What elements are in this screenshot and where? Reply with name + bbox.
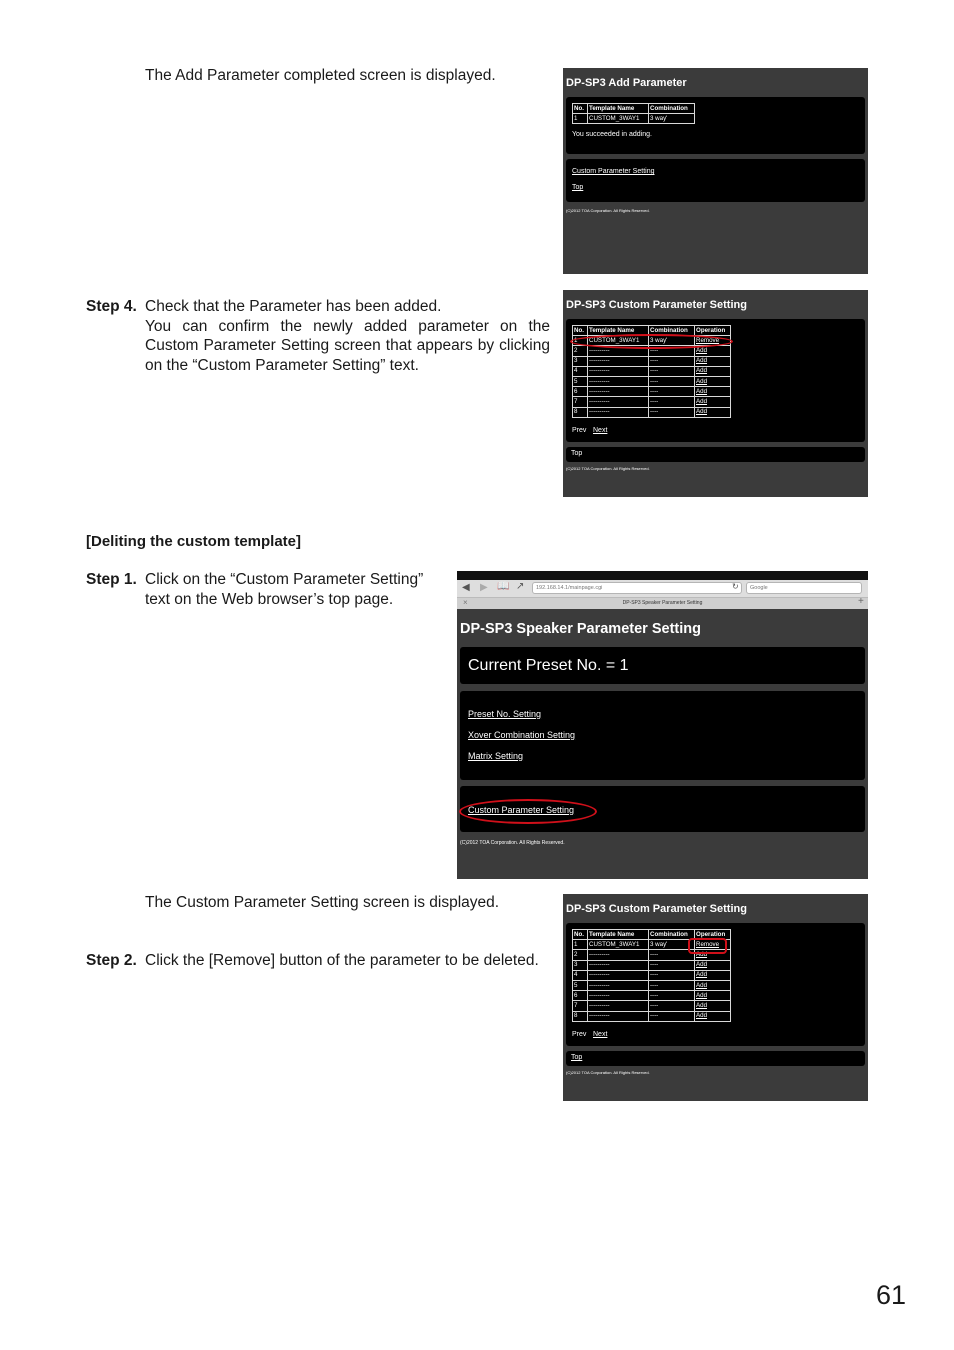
cell-template-name: ----------: [588, 960, 649, 970]
table-row: [573, 991, 731, 1001]
cell-template-name: ----------: [588, 376, 649, 386]
browser-top-page-screenshot: [457, 571, 868, 879]
matrix-setting-link[interactable]: Matrix Setting: [468, 751, 524, 761]
browser-tab[interactable]: DP-SP3 Speaker Parameter Setting: [457, 597, 868, 609]
custom-parameter-title: DP-SP3 Custom Parameter Setting: [566, 903, 747, 915]
add-button[interactable]: Add: [695, 970, 731, 980]
top-link[interactable]: Top: [571, 1054, 583, 1061]
back-icon[interactable]: ◀: [462, 582, 470, 593]
add-parameter-screenshot: [563, 68, 868, 274]
cell-no: 1: [573, 336, 588, 346]
step4-detail: You can confirm the newly added parameter on the Custom Parameter Setting screen that appears by clicking on the “Custom Parameter Setting” text.: [145, 317, 550, 374]
intro-text: The Add Parameter completed screen is displayed.: [145, 67, 496, 84]
cell-no: 7: [573, 1001, 588, 1011]
cell-no: 2: [573, 950, 588, 960]
reload-icon[interactable]: ↻: [732, 582, 739, 591]
step4-line1: Check that the Parameter has been added.: [145, 298, 442, 315]
table-row: [573, 1011, 731, 1021]
table-row: [573, 980, 731, 990]
browser-status-bar: [457, 571, 868, 580]
cell-template-name: ----------: [588, 991, 649, 1001]
cell-no: 2: [573, 346, 588, 356]
cell-template-name: ----------: [588, 407, 649, 417]
cell-template-name: ----------: [588, 970, 649, 980]
cell-template-name: ----------: [588, 980, 649, 990]
highlight-ring: [570, 334, 733, 349]
add-result-table: [572, 103, 695, 124]
table-row: [573, 397, 731, 407]
current-preset: Current Preset No. = 1: [468, 657, 629, 674]
success-message: You succeeded in adding.: [572, 131, 652, 138]
cell-combination: ----: [649, 1011, 695, 1021]
cell-no: 6: [573, 991, 588, 1001]
cell-combination: ----: [649, 960, 695, 970]
add-button[interactable]: Add: [695, 397, 731, 407]
cell-combination: ----: [649, 980, 695, 990]
cell-template-name: ----------: [588, 346, 649, 356]
copyright-text: (C)2012 TOA Corporation. All Rights Reserved.: [566, 208, 650, 213]
prev-link[interactable]: Prev: [572, 427, 587, 434]
add-button[interactable]: Add: [695, 950, 731, 960]
speaker-parameter-title: DP-SP3 Speaker Parameter Setting: [460, 621, 701, 637]
cell-combination: ----: [649, 970, 695, 980]
cell-template-name: ----------: [588, 950, 649, 960]
next-link[interactable]: Next: [593, 427, 608, 434]
header-operation: Operation: [695, 326, 731, 336]
cell-no: 8: [573, 1011, 588, 1021]
top-panel: [566, 447, 865, 462]
cell-template-name: ----------: [588, 366, 649, 376]
cell-template-name: ----------: [588, 387, 649, 397]
custom-parameter-setting-link[interactable]: Custom Parameter Setting: [572, 168, 655, 175]
custom-parameter-title: DP-SP3 Custom Parameter Setting: [566, 299, 747, 311]
table-row: [573, 387, 731, 397]
step4-label: Step 4.: [86, 298, 137, 315]
header-no: No.: [573, 104, 588, 114]
highlight-ring: [459, 799, 597, 824]
share-icon[interactable]: ↗: [516, 581, 525, 592]
cell-combination: ----: [649, 366, 695, 376]
add-button[interactable]: Add: [695, 407, 731, 417]
cell-no: 3: [573, 960, 588, 970]
cell-no: 6: [573, 387, 588, 397]
add-button[interactable]: Add: [695, 366, 731, 376]
add-button[interactable]: Add: [695, 356, 731, 366]
cell-template-name: CUSTOM_3WAY1: [588, 336, 649, 346]
cell-combination: ----: [649, 1001, 695, 1011]
add-button[interactable]: Add: [695, 960, 731, 970]
table-header-row: [573, 104, 695, 114]
add-button[interactable]: Add: [695, 991, 731, 1001]
cell-no: 3: [573, 356, 588, 366]
copyright-text: (C)2012 TOA Corporation. All Rights Reserved.: [460, 840, 565, 846]
custom-parameter-setting-link[interactable]: Custom Parameter Setting: [468, 805, 575, 815]
url-field[interactable]: 192.168.14.1/mainpage.cgi: [532, 582, 742, 594]
next-link[interactable]: Next: [593, 1031, 608, 1038]
table-row: [573, 970, 731, 980]
header-combination: Combination: [649, 930, 695, 940]
cell-combination: 3 way': [649, 940, 695, 950]
cell-combination: ----: [649, 376, 695, 386]
add-button[interactable]: Add: [695, 1011, 731, 1021]
table-row: [573, 1001, 731, 1011]
step2-text: Click the [Remove] button of the parameter to be deleted.: [145, 952, 539, 969]
header-operation: Operation: [695, 930, 731, 940]
new-tab-icon[interactable]: +: [858, 596, 864, 607]
close-tab-icon[interactable]: ×: [463, 598, 468, 607]
header-combination: Combination: [649, 326, 695, 336]
table-row: [573, 407, 731, 417]
add-links-panel: [566, 159, 865, 202]
cell-combination: 3 way': [649, 114, 695, 124]
bookmarks-icon[interactable]: 📖: [497, 581, 510, 592]
copyright-text: (C)2012 TOA Corporation. All Rights Reserved.: [566, 466, 650, 471]
add-result-panel: [566, 97, 865, 154]
cell-no: 5: [573, 376, 588, 386]
search-field[interactable]: Google: [746, 582, 862, 594]
cell-template-name: CUSTOM_3WAY1: [588, 114, 649, 124]
custom-parameter-screenshot-1: [563, 290, 868, 497]
header-no: No.: [573, 930, 588, 940]
remove-button[interactable]: Remove: [695, 940, 731, 950]
step1-text: Click on the “Custom Parameter Setting” text on the Web browser’s top page.: [145, 571, 424, 608]
copyright-text: (C)2012 TOA Corporation. All Rights Reserved.: [566, 1070, 650, 1075]
add-button[interactable]: Add: [695, 346, 731, 356]
cell-combination: ----: [649, 387, 695, 397]
displayed-text: The Custom Parameter Setting screen is displayed.: [145, 894, 500, 911]
header-template-name: Template Name: [588, 104, 649, 114]
top-link[interactable]: Top: [572, 184, 584, 191]
menu-panel: [460, 691, 865, 780]
cell-template-name: ----------: [588, 1011, 649, 1021]
step1-label: Step 1.: [86, 571, 137, 588]
page-number: 61: [876, 1280, 907, 1310]
cell-no: 7: [573, 397, 588, 407]
cell-template-name: ----------: [588, 1001, 649, 1011]
table-row: [573, 960, 731, 970]
highlight-ring: [688, 938, 727, 954]
cell-no: 4: [573, 366, 588, 376]
prev-link[interactable]: Prev: [572, 1031, 587, 1038]
cell-template-name: ----------: [588, 356, 649, 366]
table-row: [573, 114, 695, 124]
cell-combination: 3 way': [649, 336, 695, 346]
cell-no: 1: [573, 114, 588, 124]
cell-combination: ----: [649, 346, 695, 356]
forward-icon[interactable]: ▶: [480, 582, 488, 593]
header-template-name: Template Name: [588, 326, 649, 336]
custom-parameter-screenshot-2: [563, 894, 868, 1101]
table-row: [573, 376, 731, 386]
table-row: [573, 366, 731, 376]
cell-no: 5: [573, 980, 588, 990]
table-row: [573, 356, 731, 366]
cell-combination: ----: [649, 356, 695, 366]
cell-combination: ----: [649, 950, 695, 960]
header-combination: Combination: [649, 104, 695, 114]
xover-combination-setting-link[interactable]: Xover Combination Setting: [468, 730, 576, 740]
cell-combination: ----: [649, 407, 695, 417]
step2-label: Step 2.: [86, 952, 137, 969]
cell-no: 4: [573, 970, 588, 980]
top-link[interactable]: Top: [571, 450, 583, 457]
add-button[interactable]: Add: [695, 980, 731, 990]
preset-panel: [460, 647, 865, 684]
add-button[interactable]: Add: [695, 1001, 731, 1011]
cell-no: 8: [573, 407, 588, 417]
section-heading: [Deliting the custom template]: [86, 533, 302, 550]
header-no: No.: [573, 326, 588, 336]
cell-combination: ----: [649, 397, 695, 407]
preset-no-setting-link[interactable]: Preset No. Setting: [468, 709, 542, 719]
cell-template-name: CUSTOM_3WAY1: [588, 940, 649, 950]
cell-combination: ----: [649, 991, 695, 1001]
header-template-name: Template Name: [588, 930, 649, 940]
add-parameter-title: DP-SP3 Add Parameter: [566, 77, 687, 89]
add-button[interactable]: Add: [695, 376, 731, 386]
top-panel: [566, 1051, 865, 1066]
cell-no: 1: [573, 940, 588, 950]
remove-button[interactable]: Remove: [695, 336, 731, 346]
cell-template-name: ----------: [588, 397, 649, 407]
add-button[interactable]: Add: [695, 387, 731, 397]
